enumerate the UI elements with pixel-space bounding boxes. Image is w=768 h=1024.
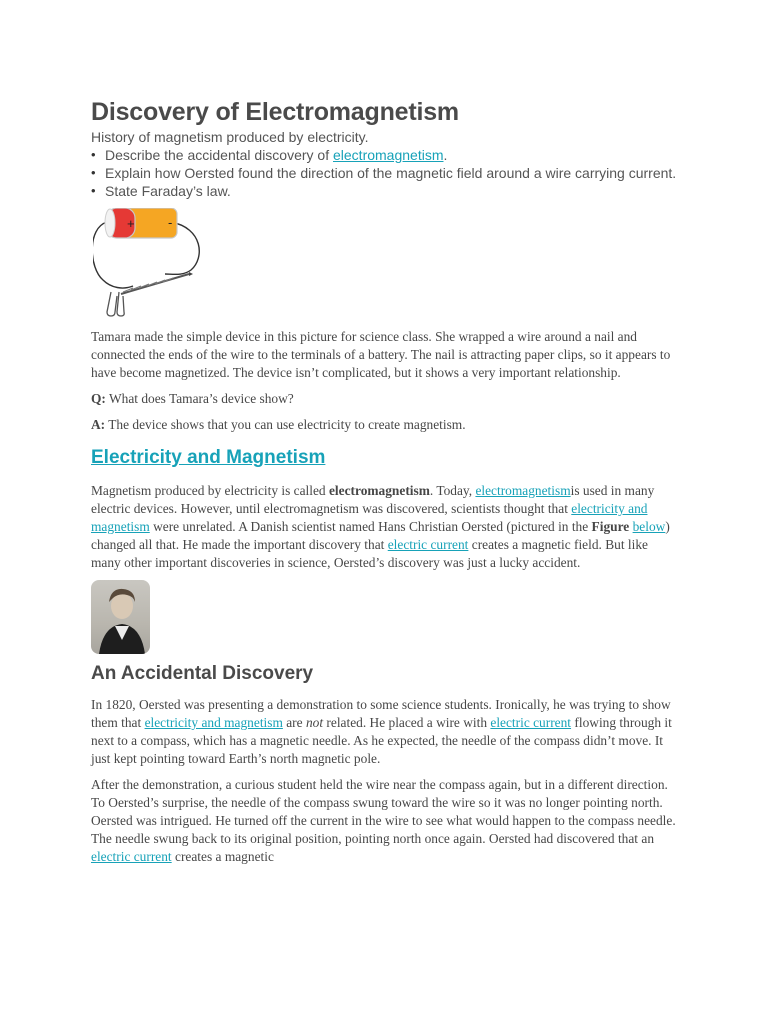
answer-line: A: The device shows that you can use electricity to create magnetism. [91, 417, 466, 432]
electromagnetism-link[interactable]: electromagnetism [475, 483, 571, 498]
objectives-list [91, 146, 681, 200]
electricity-and-magnetism-link[interactable]: electricity and magnetism [144, 715, 283, 730]
question-line: Q: What does Tamara’s device show? [91, 391, 294, 406]
electromagnetism-link[interactable]: electromagnetism [333, 147, 444, 163]
document-page [91, 96, 681, 874]
section2-paragraph-1: In 1820, Oersted was presenting a demonstration to some science students. Ironically, he was trying to show them that electricity and magnetism are not related. He placed a wire with electric current flowing through it next to a compass, which has a magnetic needle. As he expected, the needle of the compass didn’t move. It just kept pointing toward Earth’s north magnetic pole. [91, 697, 672, 766]
electric-current-link[interactable]: electric current [490, 715, 572, 730]
page-subtitle: History of magnetism produced by electricity. [91, 129, 369, 145]
electric-current-link[interactable]: electric current [387, 537, 469, 552]
oersted-portrait-image [91, 580, 150, 654]
intro-paragraph: Tamara made the simple device in this picture for science class. She wrapped a wire around a nail and connected the ends of the wire to the terminals of a battery. The nail is attracting paper clips, so it appears to have become magnetized. The device isn’t complicated, but it shows a very important relationship. [91, 329, 671, 380]
objective-item: • Explain how Oersted found the direction of the magnetic field around a wire carrying current. [105, 164, 681, 182]
electric-current-link[interactable]: electric current [91, 849, 172, 864]
battery-plus-sign: + [127, 216, 135, 231]
section1-paragraph: Magnetism produced by electricity is called electromagnetism. Today, electromagnetismis used in many electric devices. However, until electromagnetism was discovered, scientists thought that electricity and magnetism were unrelated. A Danish scientist named Hans Christian Oersted (pictured in the Figure below) changed all that. He made the important discovery that electric current creates a magnetic field. But like many other important discoveries in science, Oersted’s discovery was just a lucky accident. [91, 483, 670, 570]
objective-item: • Describe the accidental discovery of electromagnetism. [105, 146, 681, 164]
section-heading-accidental-discovery: An Accidental Discovery [91, 663, 314, 684]
section2-paragraph-2: After the demonstration, a curious student held the wire near the compass again, but in a different direction. To Oersted’s surprise, the needle of the compass swung toward the wire so it was no longer pointing north. Oersted was intrigued. He turned off the current in the wire to see what would happen to the compass needle. The needle swung back to its original position, pointing north once again. Oersted had discovered that an electric current creates a magnetic [91, 777, 676, 864]
page-title: Discovery of Electromagnetism [91, 98, 459, 126]
battery-nail-device-illustration [93, 208, 205, 320]
battery-minus-sign: - [168, 215, 173, 230]
below-link[interactable]: below [632, 519, 666, 534]
section-heading-electricity-magnetism[interactable]: Electricity and Magnetism [91, 447, 326, 468]
electricity-and-magnetism-link[interactable]: electricity and magnetism [91, 501, 648, 534]
objective-item: • State Faraday’s law. [105, 182, 681, 200]
